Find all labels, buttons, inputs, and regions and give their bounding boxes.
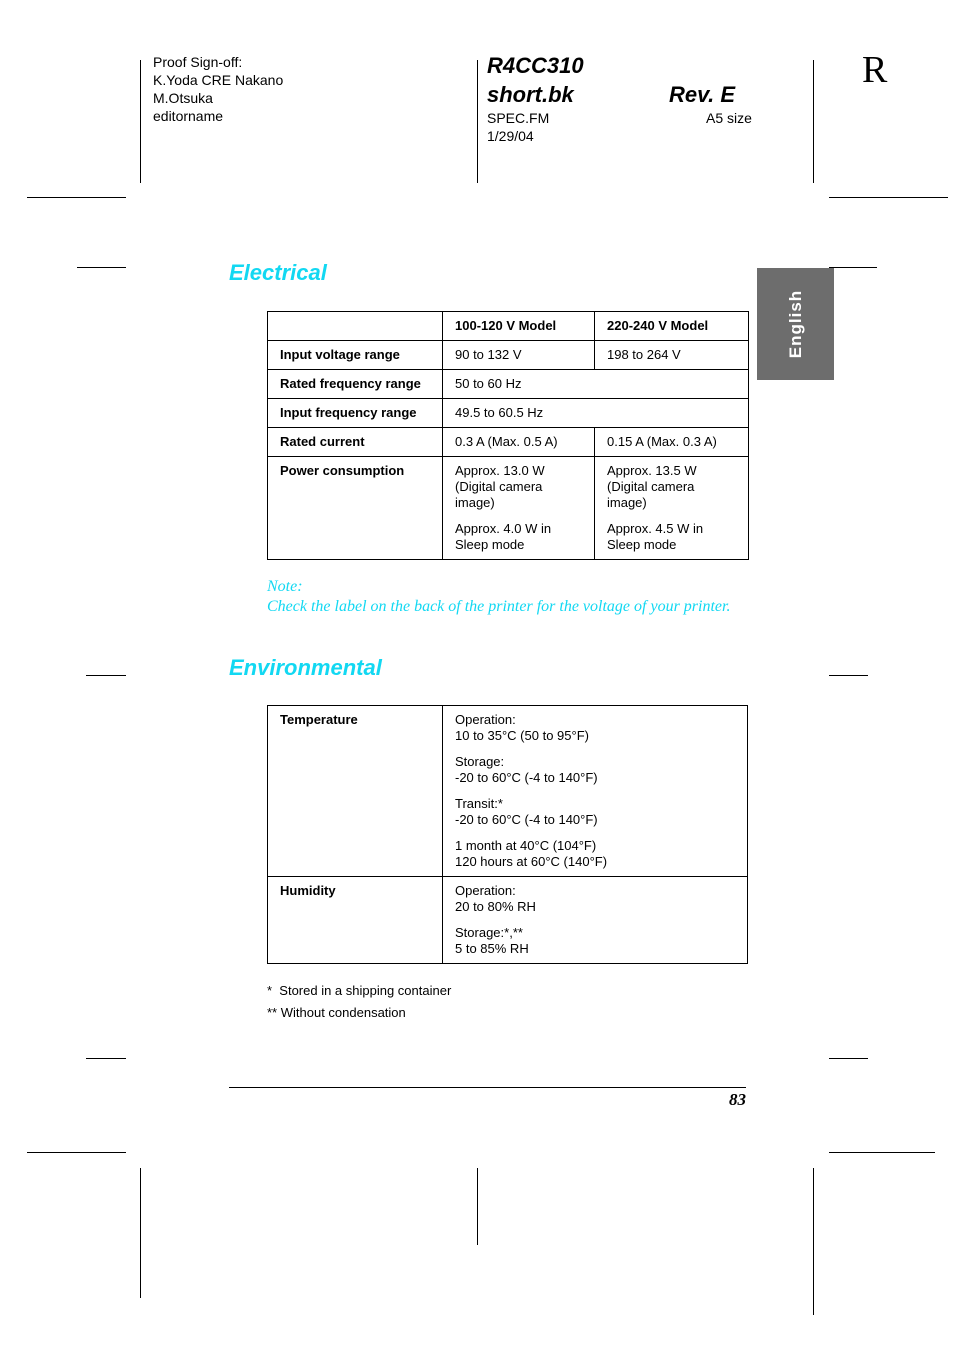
cell-line: Approx. 13.0 W: [455, 463, 545, 478]
cell-line: (Digital camera: [455, 479, 543, 494]
footnote: ** Without condensation: [267, 1005, 406, 1020]
table-row: [268, 706, 748, 877]
table-cell: 90 to 132 V: [443, 341, 595, 370]
table-row: [268, 877, 748, 964]
cell-line: image): [607, 495, 647, 510]
table-row: [268, 312, 749, 341]
cell-line: -20 to 60°C (-4 to 140°F): [455, 812, 598, 827]
cell-line: 20 to 80% RH: [455, 899, 536, 914]
note-text: Check the label on the back of the printer for the voltage of your printer.: [267, 598, 731, 615]
cell-line: Sleep mode: [607, 537, 677, 552]
table-row: [268, 457, 749, 560]
table-header-cell: 220-240 V Model: [595, 312, 749, 341]
footnote: * Stored in a shipping container: [267, 983, 452, 998]
crop-mark: [27, 197, 126, 198]
revision-label: Rev. E: [669, 82, 736, 107]
proof-line: K.Yoda CRE Nakano: [153, 72, 284, 88]
proof-signoff: [153, 53, 283, 125]
table-header-cell: 100-120 V Model: [443, 312, 595, 341]
cell-line: Storage:*,**: [455, 925, 523, 940]
crop-mark: [77, 267, 126, 268]
cell-line: Operation:: [455, 883, 516, 898]
section-title-environmental: Environmental: [229, 655, 382, 680]
cell-line: 10 to 35°C (50 to 95°F): [455, 728, 589, 743]
doc-title-line: R4CC310: [487, 53, 584, 78]
doc-title: [487, 51, 584, 109]
table-row: [268, 399, 749, 428]
row-label: Input frequency range: [268, 399, 443, 428]
cell-line: 120 hours at 60°C (140°F): [455, 854, 608, 869]
electrical-table: [267, 311, 749, 560]
table-row: [268, 428, 749, 457]
table-cell: 49.5 to 60.5 Hz: [443, 399, 749, 428]
crop-mark: [813, 60, 814, 183]
crop-mark: [829, 1058, 868, 1059]
proof-line: M.Otsuka: [153, 90, 213, 106]
language-tab-label: English: [785, 289, 805, 359]
doc-title-line: short.bk: [487, 82, 574, 107]
table-cell: 0.15 A (Max. 0.3 A): [595, 428, 749, 457]
cell-line: Storage:: [455, 754, 505, 769]
cell-line: Transit:*: [455, 796, 503, 811]
note-heading: Note:: [267, 578, 303, 595]
crop-mark: [477, 1168, 478, 1245]
table-cell: [443, 706, 748, 877]
cell-line: Sleep mode: [455, 537, 525, 552]
crop-mark: [477, 60, 478, 183]
table-cell: 50 to 60 Hz: [443, 370, 749, 399]
cell-line: Approx. 4.0 W in: [455, 521, 552, 536]
crop-mark: [27, 1152, 126, 1153]
table-cell: [443, 877, 748, 964]
cell-line: Approx. 13.5 W: [607, 463, 697, 478]
table-cell: 198 to 264 V: [595, 341, 749, 370]
crop-mark: [829, 267, 877, 268]
cell-line: Approx. 4.5 W in: [607, 521, 704, 536]
page-size: A5 size: [706, 110, 752, 126]
row-label: Humidity: [268, 877, 443, 964]
footer-rule: [229, 1087, 746, 1088]
cell-line: 1 month at 40°C (104°F): [455, 838, 597, 853]
row-label: Input voltage range: [268, 341, 443, 370]
crop-mark: [813, 1168, 814, 1315]
row-label: Temperature: [268, 706, 443, 877]
row-label: Rated current: [268, 428, 443, 457]
crop-mark: [829, 675, 868, 676]
section-title-electrical: Electrical: [229, 260, 327, 285]
cell-line: -20 to 60°C (-4 to 140°F): [455, 770, 598, 785]
proof-line: Proof Sign-off:: [153, 54, 243, 70]
table-cell: [595, 457, 749, 560]
crop-mark: [86, 675, 126, 676]
crop-mark: [86, 1058, 126, 1059]
row-label: Power consumption: [268, 457, 443, 560]
table-row: [268, 370, 749, 399]
table-row: [268, 341, 749, 370]
file-date: 1/29/04: [487, 128, 534, 144]
crop-mark: [140, 60, 141, 183]
cell-line: image): [455, 495, 495, 510]
table-header-cell: [268, 312, 443, 341]
crop-mark: [829, 197, 948, 198]
table-cell: [443, 457, 595, 560]
cell-line: (Digital camera: [607, 479, 695, 494]
crop-mark: [829, 1152, 935, 1153]
proof-line: editorname: [153, 108, 224, 124]
row-label: Rated frequency range: [268, 370, 443, 399]
page-number: 83: [729, 1090, 746, 1109]
language-tab: [757, 268, 834, 380]
corner-mark: R: [862, 49, 888, 91]
cell-line: Operation:: [455, 712, 516, 727]
environmental-table: [267, 705, 748, 964]
cell-line: 5 to 85% RH: [455, 941, 529, 956]
note-block: [267, 577, 730, 617]
file-name: SPEC.FM: [487, 110, 550, 126]
table-cell: 0.3 A (Max. 0.5 A): [443, 428, 595, 457]
crop-mark: [140, 1168, 141, 1298]
